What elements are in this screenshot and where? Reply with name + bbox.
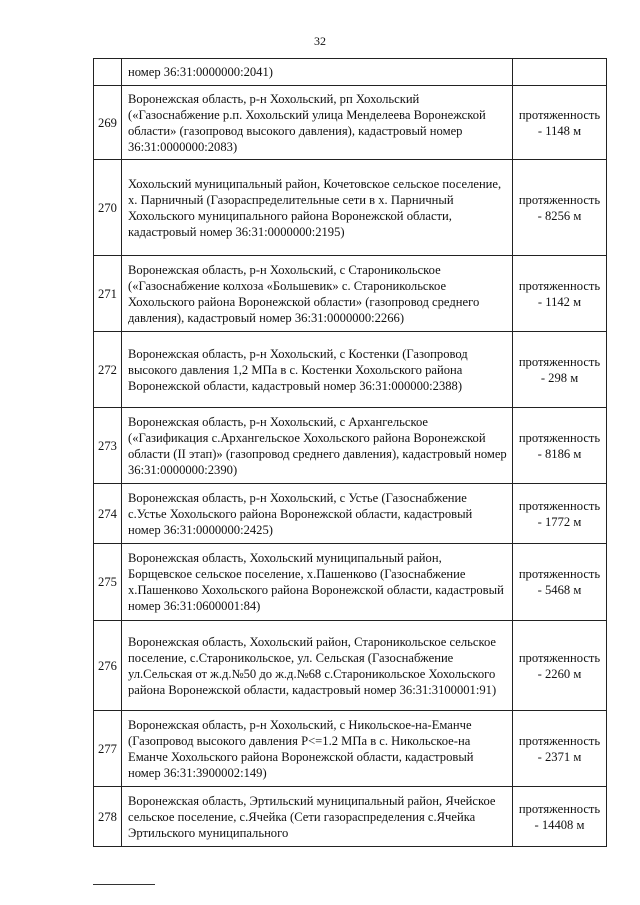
row-number: 269 (94, 86, 122, 160)
row-length: протяженность - 1772 м (513, 484, 607, 544)
table-row (94, 59, 607, 86)
row-length: протяженность - 298 м (513, 332, 607, 408)
table-row (94, 484, 607, 544)
row-description: Воронежская область, р-н Хохольский, рп Хохольский («Газоснабжение р.п. Хохольский улица Менделеева Воронежской области» (газопровод высокого давления), кадастровый номер 36:31:0000000:2083) (122, 86, 513, 160)
row-number (94, 59, 122, 86)
table-row (94, 408, 607, 484)
row-number: 272 (94, 332, 122, 408)
table-row (94, 787, 607, 847)
row-length: протяженность - 1142 м (513, 256, 607, 332)
table-row (94, 621, 607, 711)
row-description: номер 36:31:0000000:2041) (122, 59, 513, 86)
row-number: 275 (94, 544, 122, 621)
row-description: Воронежская область, р-н Хохольский, с Костенки (Газопровод высокого давления 1,2 МПа в с. Костенки Хохольского района Воронежской области, кадастровый номер 36:31:000000:2388) (122, 332, 513, 408)
row-number: 274 (94, 484, 122, 544)
row-number: 276 (94, 621, 122, 711)
row-length: протяженность - 2371 м (513, 711, 607, 787)
table-row (94, 544, 607, 621)
footnote-separator (93, 884, 155, 885)
row-number: 273 (94, 408, 122, 484)
table-row (94, 160, 607, 256)
row-length: протяженность - 8186 м (513, 408, 607, 484)
row-number: 271 (94, 256, 122, 332)
row-description: Воронежская область, р-н Хохольский, с Староникольское («Газоснабжение колхоза «Большевик» с. Староникольское Хохольского района Воронежской области» (газопровод среднего давления), кадастровый номер 36:31:0000000:2266) (122, 256, 513, 332)
row-length: протяженность - 5468 м (513, 544, 607, 621)
row-length (513, 59, 607, 86)
row-length: протяженность - 8256 м (513, 160, 607, 256)
row-description: Хохольский муниципальный район, Кочетовское сельское поселение, х. Парничный (Газораспределительные сети в х. Парничный Хохольского муниципального района Воронежской области, кадастровый номер 36:31:0000000:2195) (122, 160, 513, 256)
registry-table (93, 58, 607, 847)
table-row (94, 256, 607, 332)
row-description: Воронежская область, Эртильский муниципальный район, Ячейское сельское поселение, с.Ячейка (Сети газораспределения с.Ячейка Эртильского муниципального (122, 787, 513, 847)
table-row (94, 332, 607, 408)
row-description: Воронежская область, р-н Хохольский, с Архангельское («Газификация с.Архангельское Хохольского района Воронежской области (II этап)» (газопровод среднего давления), кадастровый номер 36:31:0000000:2390) (122, 408, 513, 484)
row-description: Воронежская область, Хохольский район, Староникольское сельское поселение, с.Староникольское, ул. Сельская (Газоснабжение ул.Сельская от ж.д.№50 до ж.д.№68 с.Староникольское Хохольского района Воронежской области, кадастровый номер 36:31:3100001:91) (122, 621, 513, 711)
page-number: 32 (314, 34, 326, 48)
row-description: Воронежская область, Хохольский муниципальный район, Борщевское сельское поселение, х.Пашенково (Газоснабжение х.Пашенково Хохольского района Воронежской области, кадастровый номер 36:31:0600001:84) (122, 544, 513, 621)
row-length: протяженность - 14408 м (513, 787, 607, 847)
row-number: 277 (94, 711, 122, 787)
table-row (94, 711, 607, 787)
row-number: 278 (94, 787, 122, 847)
row-description: Воронежская область, р-н Хохольский, с Устье (Газоснабжение с.Устье Хохольского района Воронежской области, кадастровый номер 36:31:0000000:2425) (122, 484, 513, 544)
row-length: протяженность - 2260 м (513, 621, 607, 711)
table-row (94, 86, 607, 160)
row-number: 270 (94, 160, 122, 256)
row-length: протяженность - 1148 м (513, 86, 607, 160)
row-description: Воронежская область, р-н Хохольский, с Никольское-на-Еманче (Газопровод высокого давления P<=1.2 МПа в с. Никольское-на Еманче Хохольского района Воронежской области, кадастровый номер 36:31:3900002:149) (122, 711, 513, 787)
